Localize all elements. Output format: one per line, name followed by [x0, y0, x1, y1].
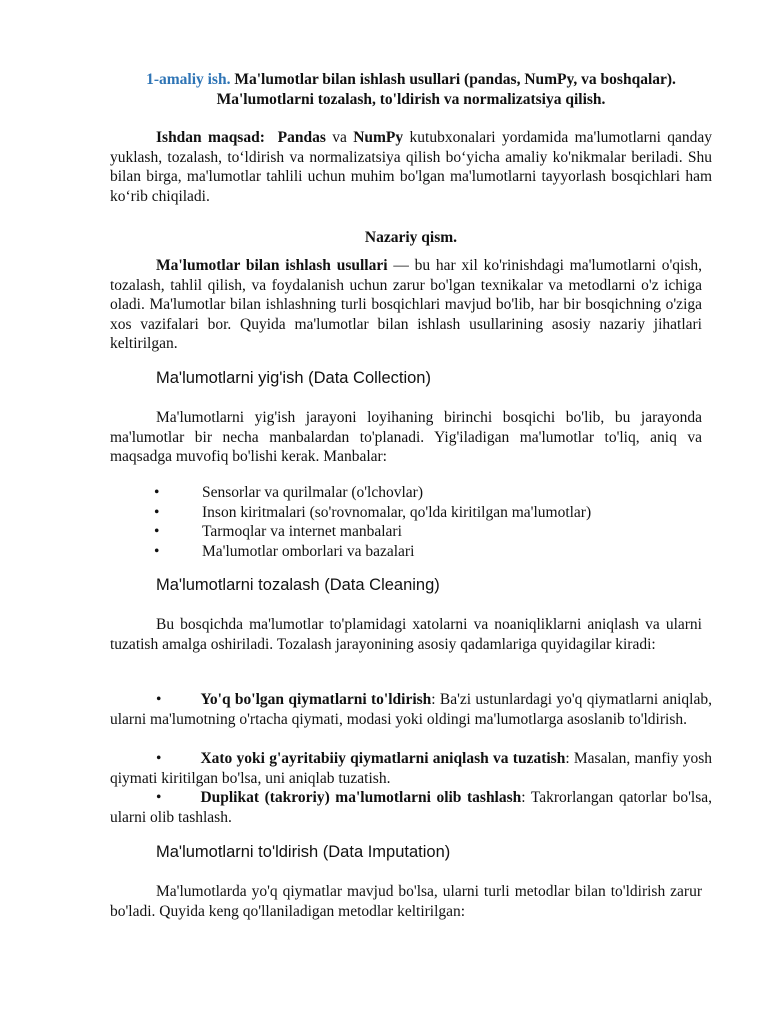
cleaning-item-text: : Masalan, manfiy yosh qiymati kiritilgan bo'lsa, uni aniqlab tuzatish. — [110, 750, 712, 787]
list-item-text: Tarmoqlar va internet manbalari — [202, 523, 402, 541]
cleaning-item-errors — [110, 749, 712, 788]
bullet-icon: • — [154, 503, 160, 521]
imputation-text: Ma'lumotlarda yo'q qiymatlar mavjud bo'lsa, ularni turli metodlar bilan to'ldirish zarur bo'ladi. Quyida keng qo'llaniladigan metodlar keltirilgan: — [110, 883, 702, 920]
cleaning-item-duplicates — [110, 788, 712, 827]
theory-text: — bu har xil ko'rinishdagi ma'lumotlarni o'qish, tozalash, tahlil qilish, va foydalanish uchun zarur bo'lgan texnikalar va metodlarni o'z ichiga oladi. Ma'lumotlar bilan ishlashning turli bosqichlari mavjud bo'lib, har bir bosqichning o'ziga xos vazifalari bor. Quyida ma'lumotlar bilan ishlash usullarining asosiy nazariy jihatlari keltirilgan. — [110, 257, 702, 353]
list-item-text: Inson kiritmalari (so'rovnomalar, qo'lda kiritilgan ma'lumotlar) — [202, 503, 592, 521]
goal-paragraph — [110, 128, 712, 206]
list-item-text: Ma'lumotlar omborlari va bazalari — [202, 542, 415, 560]
bullet-icon: • — [154, 484, 160, 501]
goal-text: kutubxonalari yordamida ma'lumotlarni qanday yuklash, tozalash, to‘ldirish va normalizatsiya qilish bo‘yicha amaliy ko'nikmalar beriladi. Shu bilan birga, ma'lumotlar tahlili uchun muhim bo'lgan ma'lumotlarni tayyorlash bosqichlari ham ko‘rib chiqiladi. — [110, 129, 713, 205]
cleaning-heading: Ma'lumotlarni tozalash (Data Cleaning) — [156, 576, 440, 594]
collection-text: Ma'lumotlarni yig'ish jarayoni loyihaning birinchi bosqichi bo'lib, bu jarayonda ma'lumotlar bir necha manbalardan to'planadi. Yig'iladigan ma'lumotlar to'liq, aniq va maqsadga muvofiq bo'lishi kerak. Manbalar: — [110, 409, 702, 466]
bullet-icon: • — [154, 523, 160, 541]
list-item — [110, 503, 712, 523]
cleaning-item-fill — [110, 690, 712, 729]
collection-list — [110, 483, 712, 561]
title-text: Ma'lumotlar bilan ishlash usullari (pandas, NumPy, va boshqalar). Ma'lumotlarni tozalash, to'ldirish va normalizatsiya qilish. — [216, 71, 676, 108]
cleaning-item-bold: Duplikat (takroriy) ma'lumotlarni olib tashlash — [200, 789, 522, 806]
cleaning-text: Bu bosqichda ma'lumotlar to'plamidagi xatolarni va noaniqliklarni aniqlash va ularni tuzatish amalga oshiriladi. Tozalash jarayonining asosiy qadamlariga quyidagilar kiradi: — [110, 616, 702, 653]
cleaning-item-bold: Xato yoki g'ayritabiiy qiymatlarni aniqlash va tuzatish — [200, 750, 566, 767]
goal-pandas: Pandas — [277, 129, 326, 146]
imputation-heading: Ma'lumotlarni to'ldirish (Data Imputation) — [156, 843, 451, 861]
theory-bold: Ma'lumotlar bilan ishlash usullari — [156, 257, 388, 274]
list-item — [110, 522, 712, 542]
list-item — [110, 483, 712, 503]
goal-label: Ishdan maqsad: — [156, 129, 265, 146]
theory-heading: Nazariy qism. — [364, 229, 458, 246]
cleaning-item-text: : Takrorlangan qatorlar bo'lsa, ularni olib tashlash. — [110, 789, 713, 826]
bullet-icon: • — [156, 789, 162, 806]
list-item-text: Sensorlar va qurilmalar (o'lchovlar) — [202, 484, 424, 501]
collection-paragraph — [110, 408, 702, 467]
title-tag: 1-amaliy ish. — [146, 71, 231, 88]
bullet-icon: • — [156, 750, 162, 767]
cleaning-item-bold: Yo'q bo'lgan qiymatlarni to'ldirish — [200, 691, 432, 708]
goal-numpy: NumPy — [353, 129, 404, 146]
collection-heading: Ma'lumotlarni yig'ish (Data Collection) — [156, 369, 431, 387]
cleaning-item-text: : Ba'zi ustunlardagi yo'q qiymatlarni aniqlab, ularni ma'lumotning o'rtacha qiymati, modasi yoki oldingi ma'lumotlarga asoslanib to'ldirish. — [110, 691, 712, 728]
list-item — [110, 542, 712, 562]
theory-paragraph — [110, 256, 702, 354]
bullet-icon: • — [154, 542, 160, 560]
document-title — [110, 70, 712, 110]
goal-va: va — [325, 129, 354, 146]
bullet-icon: • — [156, 691, 162, 708]
imputation-paragraph — [110, 882, 702, 921]
cleaning-paragraph — [110, 615, 702, 654]
